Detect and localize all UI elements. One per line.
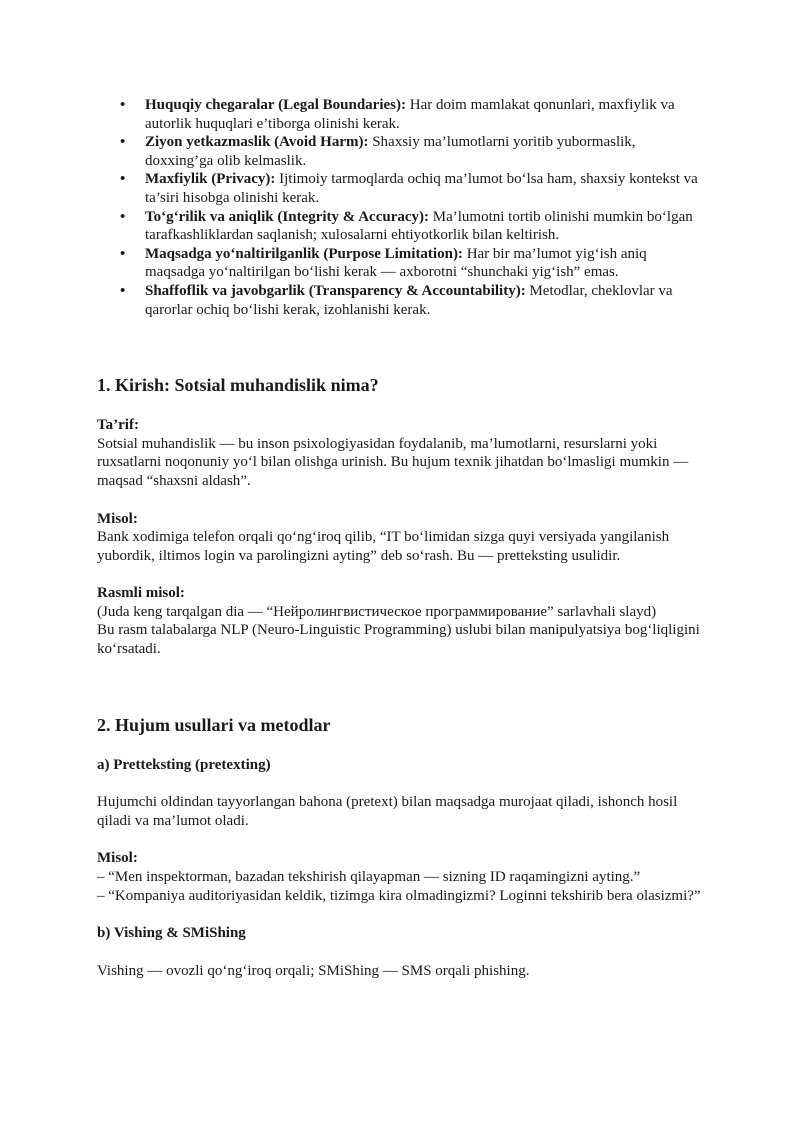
principle-text: Ma’lumotni tortib olinishi mumkin bo‘lgan tarafkashliklardan saqlanish; xulosalarni ehtiyotkorlik bilan keltirish. <box>145 208 693 244</box>
section-2-heading: 2. Hujum usullari va metodlar <box>97 714 331 735</box>
principle-term: Maqsadga yo‘naltirilganlik (Purpose Limitation): <box>145 245 463 262</box>
example-line: – “Men inspektorman, bazadan tekshirish qilayapman — sizning ID raqamingizni ayting.” <box>97 869 641 886</box>
list-item <box>145 133 707 170</box>
principle-term: To‘g‘rilik va aniqlik (Integrity & Accuracy): <box>145 208 430 225</box>
example-text: Bank xodimiga telefon orqali qo‘ng‘iroq qilib, “IT bo‘limidan sizga quyi versiyada yangilanish yubordik, iltimos login va parolingizni ayting” deb so‘rash. Bu — pretteksting usulidir. <box>97 529 670 564</box>
document-page <box>97 96 707 980</box>
list-item <box>145 208 707 245</box>
list-item <box>145 282 707 319</box>
definition-text: Sotsial muhandislik — bu inson psixologiyasidan foydalanib, ma’lumotlarni, resurslarni yoki ruxsatlarni noqonuniy yo‘l bilan olishga urinish. Bu hujum texnik jihatdan bo‘lmasligi mumkin — maqsad “shaxsni aldash”. <box>97 435 689 489</box>
principle-text: Ijtimoiy tarmoqlarda ochiq ma’lumot bo‘lsa ham, shaxsiy kontekst va ta’siri hisobga olinishi kerak. <box>145 171 698 206</box>
principle-text: Metodlar, cheklovlar va qarorlar ochiq bo‘lishi kerak, izohlanishi kerak. <box>145 282 673 318</box>
image-example-line: (Juda keng tarqalgan dia — “Нейролингвистическое программирование” sarlavhali slayd) <box>97 603 657 620</box>
principle-term: Maxfiylik (Privacy): <box>145 171 276 188</box>
ethics-principles-list <box>97 96 707 319</box>
image-example-label: Rasmli misol: <box>97 585 185 602</box>
list-item <box>145 96 707 133</box>
list-item <box>145 170 707 207</box>
principle-text: Shaxsiy ma’lumotlarni yoritib yubormaslik, doxxing’ga olib kelmaslik. <box>145 134 636 169</box>
principle-term: Ziyon yetkazmaslik (Avoid Harm): <box>145 134 369 151</box>
section-1-heading: 1. Kirish: Sotsial muhandislik nima? <box>97 375 379 396</box>
image-example-line: Bu rasm talabalarga NLP (Neuro-Linguistic Programming) uslubi bilan manipulyatsiya bog‘liqligini ko‘rsatadi. <box>97 622 700 658</box>
example-label: Misol: <box>97 850 138 867</box>
example-label: Misol: <box>97 510 138 527</box>
example-line: – “Kompaniya auditoriyasidan keldik, tizimga kira olmadingizmi? Loginni tekshirib bera olasizmi?” <box>97 887 701 904</box>
subsection-a-text: Hujumchi oldindan tayyorlangan bahona (pretext) bilan maqsadga murojaat qiladi, ishonch hosil qiladi va ma’lumot oladi. <box>97 794 678 829</box>
principle-text: Har bir ma’lumot yig‘ish aniq maqsadga yo‘naltirilgan bo‘lishi kerak — axborotni “shunchaki yig‘ish” emas. <box>145 245 647 281</box>
principle-term: Shaffoflik va javobgarlik (Transparency & Accountability): <box>145 282 526 299</box>
subsection-b-heading: b) Vishing & SMiShing <box>97 925 246 942</box>
subsection-b-text: Vishing — ovozli qo‘ng‘iroq orqali; SMiShing — SMS orqali phishing. <box>97 962 530 979</box>
definition-label: Ta’rif: <box>97 417 139 434</box>
principle-text: Har doim mamlakat qonunlari, maxfiylik va autorlik huquqlari e’tiborga olinishi kerak. <box>145 97 675 132</box>
principle-term: Huquqiy chegaralar (Legal Boundaries): <box>145 97 406 113</box>
subsection-a-heading: a) Pretteksting (pretexting) <box>97 756 271 773</box>
list-item <box>145 245 707 282</box>
